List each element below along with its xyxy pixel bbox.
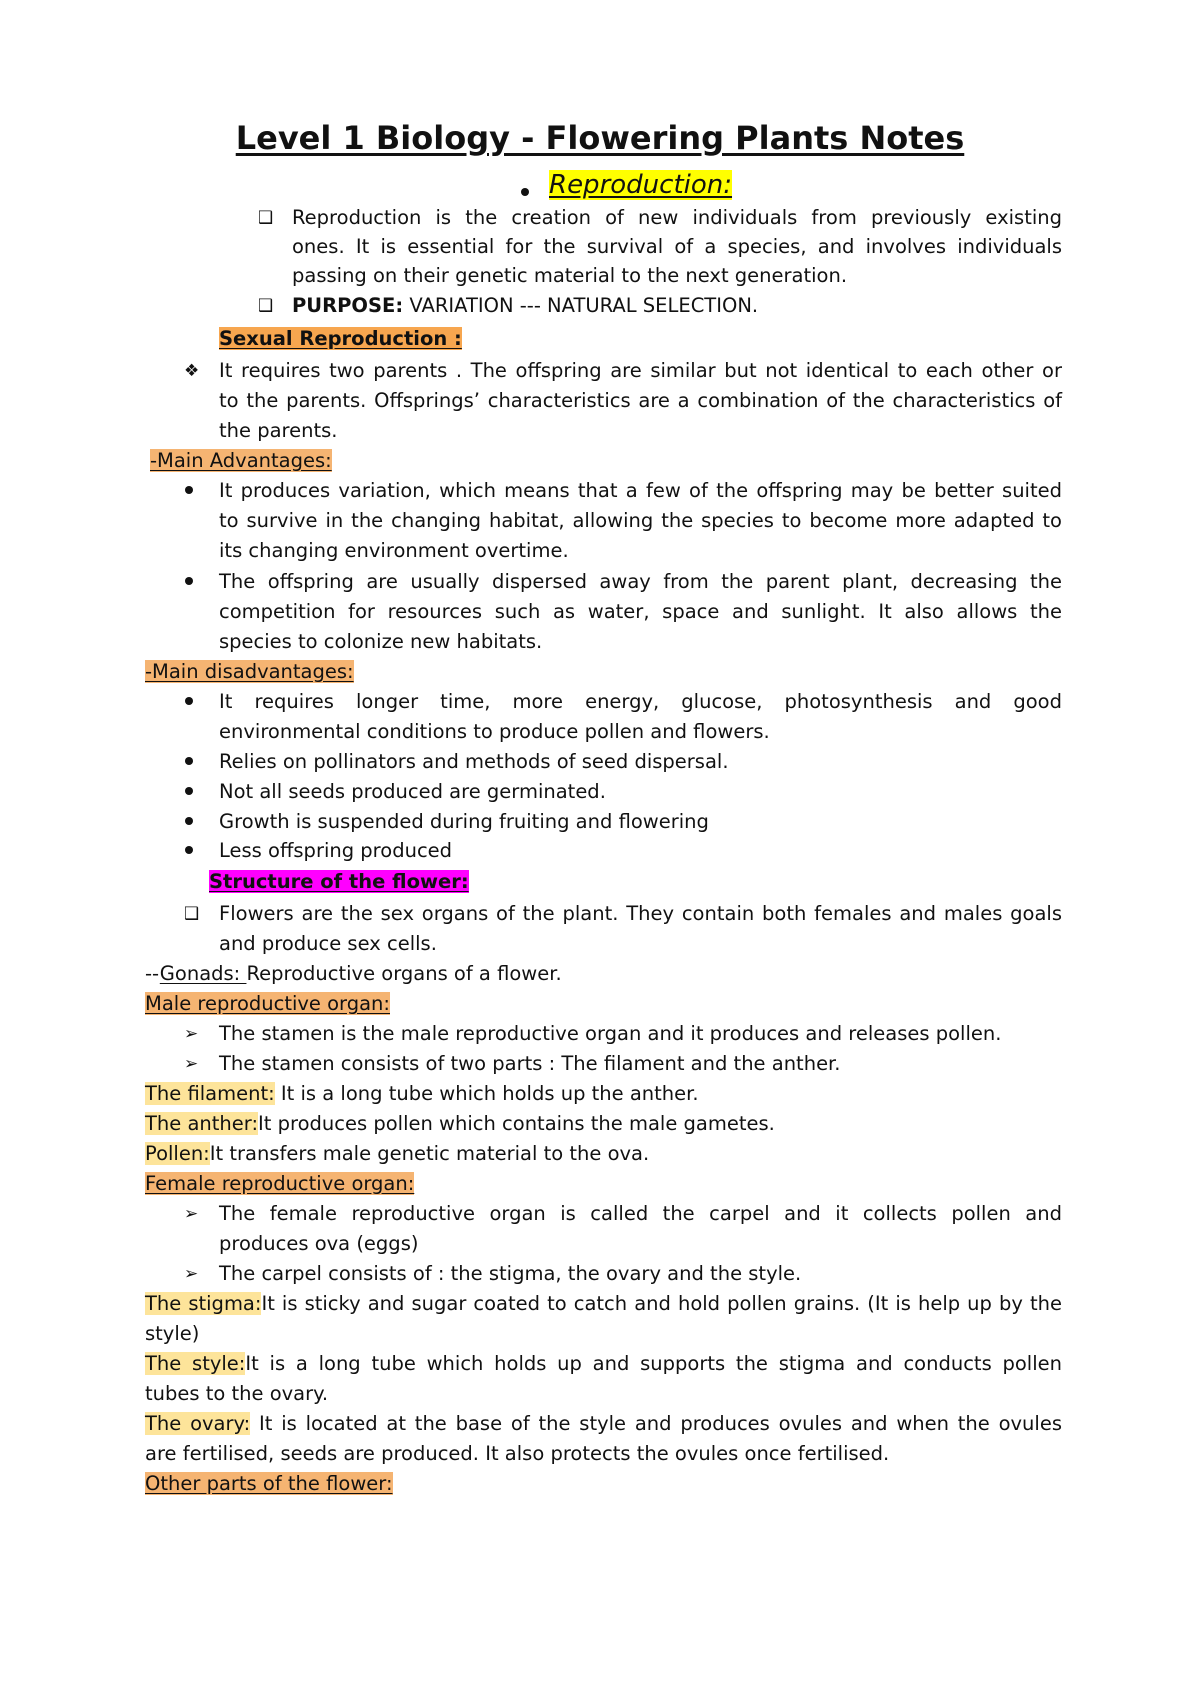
disadvantage-item-line: Relies on pollinators and methods of seed dispersal. [219,750,729,773]
advantages-heading: -Main Advantages: [150,449,332,472]
bullet-dot-icon [185,787,193,795]
filament-line: The filament: It is a long tube which holds up the anther. [145,1082,699,1105]
female-item-line: The female reproductive organ is called the carpel and it collects pollen and [219,1202,1062,1225]
advantage-item-line: It produces variation, which means that a few of the offspring may be better suited [219,479,1062,502]
purpose-line: PURPOSE: VARIATION --- NATURAL SELECTION. [292,294,759,317]
structure-para-line: and produce sex cells. [219,932,437,955]
advantage-item-line: its changing environment overtime. [219,539,569,562]
disadvantage-item-line: Growth is suspended during fruiting and flowering [219,810,709,833]
gonads-line: --Gonads: Reproductive organs of a flower. [145,962,562,985]
diamond-bullet-icon: ❖ [184,361,200,381]
bullet-dot-icon [185,486,193,494]
disadvantage-item-line: It requires longer time, more energy, glucose, photosynthesis and good [219,690,1062,713]
other-parts-heading: Other parts of the flower: [145,1472,393,1495]
reproduction-para-line: passing on their genetic material to the next generation. [292,264,848,287]
arrow-bullet-icon: ➢ [184,1054,199,1074]
checkbox-bullet-icon: ❑ [258,208,274,228]
anther-line: The anther:It produces pollen which contains the male gametes. [145,1112,775,1135]
female-item-line: produces ova (eggs) [219,1232,419,1255]
checkbox-bullet-icon: ❑ [184,904,200,924]
reproduction-para-line: Reproduction is the creation of new individuals from previously existing [292,206,1062,229]
page-title: Level 1 Biology - Flowering Plants Notes [235,119,965,157]
structure-heading: Structure of the flower: [209,870,469,893]
male-heading: Male reproductive organ: [145,992,390,1015]
ovary-line-2: are fertilised, seeds are produced. It also protects the ovules once fertilised. [145,1442,890,1465]
disadvantages-heading: -Main disadvantages: [145,660,354,683]
bullet-dot-icon [185,577,193,585]
checkbox-bullet-icon: ❑ [258,296,274,316]
advantage-item-line: species to colonize new habitats. [219,630,543,653]
advantage-item-line: The offspring are usually dispersed away from the parent plant, decreasing the [219,570,1062,593]
sexual-para-line: It requires two parents . The offspring are similar but not identical to each other or [219,359,1062,382]
female-heading: Female reproductive organ: [145,1172,415,1195]
male-item-line: The stamen is the male reproductive organ and it produces and releases pollen. [219,1022,1002,1045]
arrow-bullet-icon: ➢ [184,1264,199,1284]
bullet-dot-icon [185,757,193,765]
bullet-dot-icon [185,846,193,854]
stigma-line-2: style) [145,1322,200,1345]
disadvantage-item-line: Less offspring produced [219,839,453,862]
female-item-line: The carpel consists of : the stigma, the ovary and the style. [219,1262,802,1285]
reproduction-para-line: ones. It is essential for the survival of a species, and involves individuals [292,235,1062,258]
bullet-dot-icon [521,188,529,196]
disadvantage-item-line: Not all seeds produced are germinated. [219,780,606,803]
bullet-dot-icon [185,697,193,705]
ovary-line: The ovary: It is located at the base of the style and produces ovules and when the ovules [145,1412,1062,1435]
style-line-2: tubes to the ovary. [145,1382,329,1405]
style-line: The style:It is a long tube which holds up and supports the stigma and conducts pollen [145,1352,1062,1375]
arrow-bullet-icon: ➢ [184,1024,199,1044]
disadvantage-item-line: environmental conditions to produce pollen and flowers. [219,720,770,743]
structure-para-line: Flowers are the sex organs of the plant. They contain both females and males goals [219,902,1062,925]
arrow-bullet-icon: ➢ [184,1204,199,1224]
reproduction-heading: Reproduction: [549,170,733,200]
advantage-item-line: to survive in the changing habitat, allowing the species to become more adapted to [219,509,1062,532]
sexual-para-line: to the parents. Offsprings’ characteristics are a combination of the characteristics of [219,389,1062,412]
male-item-line: The stamen consists of two parts : The filament and the anther. [219,1052,841,1075]
sexual-reproduction-heading: Sexual Reproduction : [219,327,462,350]
stigma-line: The stigma:It is sticky and sugar coated to catch and hold pollen grains. (It is help up by the [145,1292,1062,1315]
pollen-line: Pollen:It transfers male genetic material to the ova. [145,1142,650,1165]
bullet-dot-icon [185,817,193,825]
sexual-para-line: the parents. [219,419,338,442]
advantage-item-line: competition for resources such as water, space and sunlight. It also allows the [219,600,1062,623]
